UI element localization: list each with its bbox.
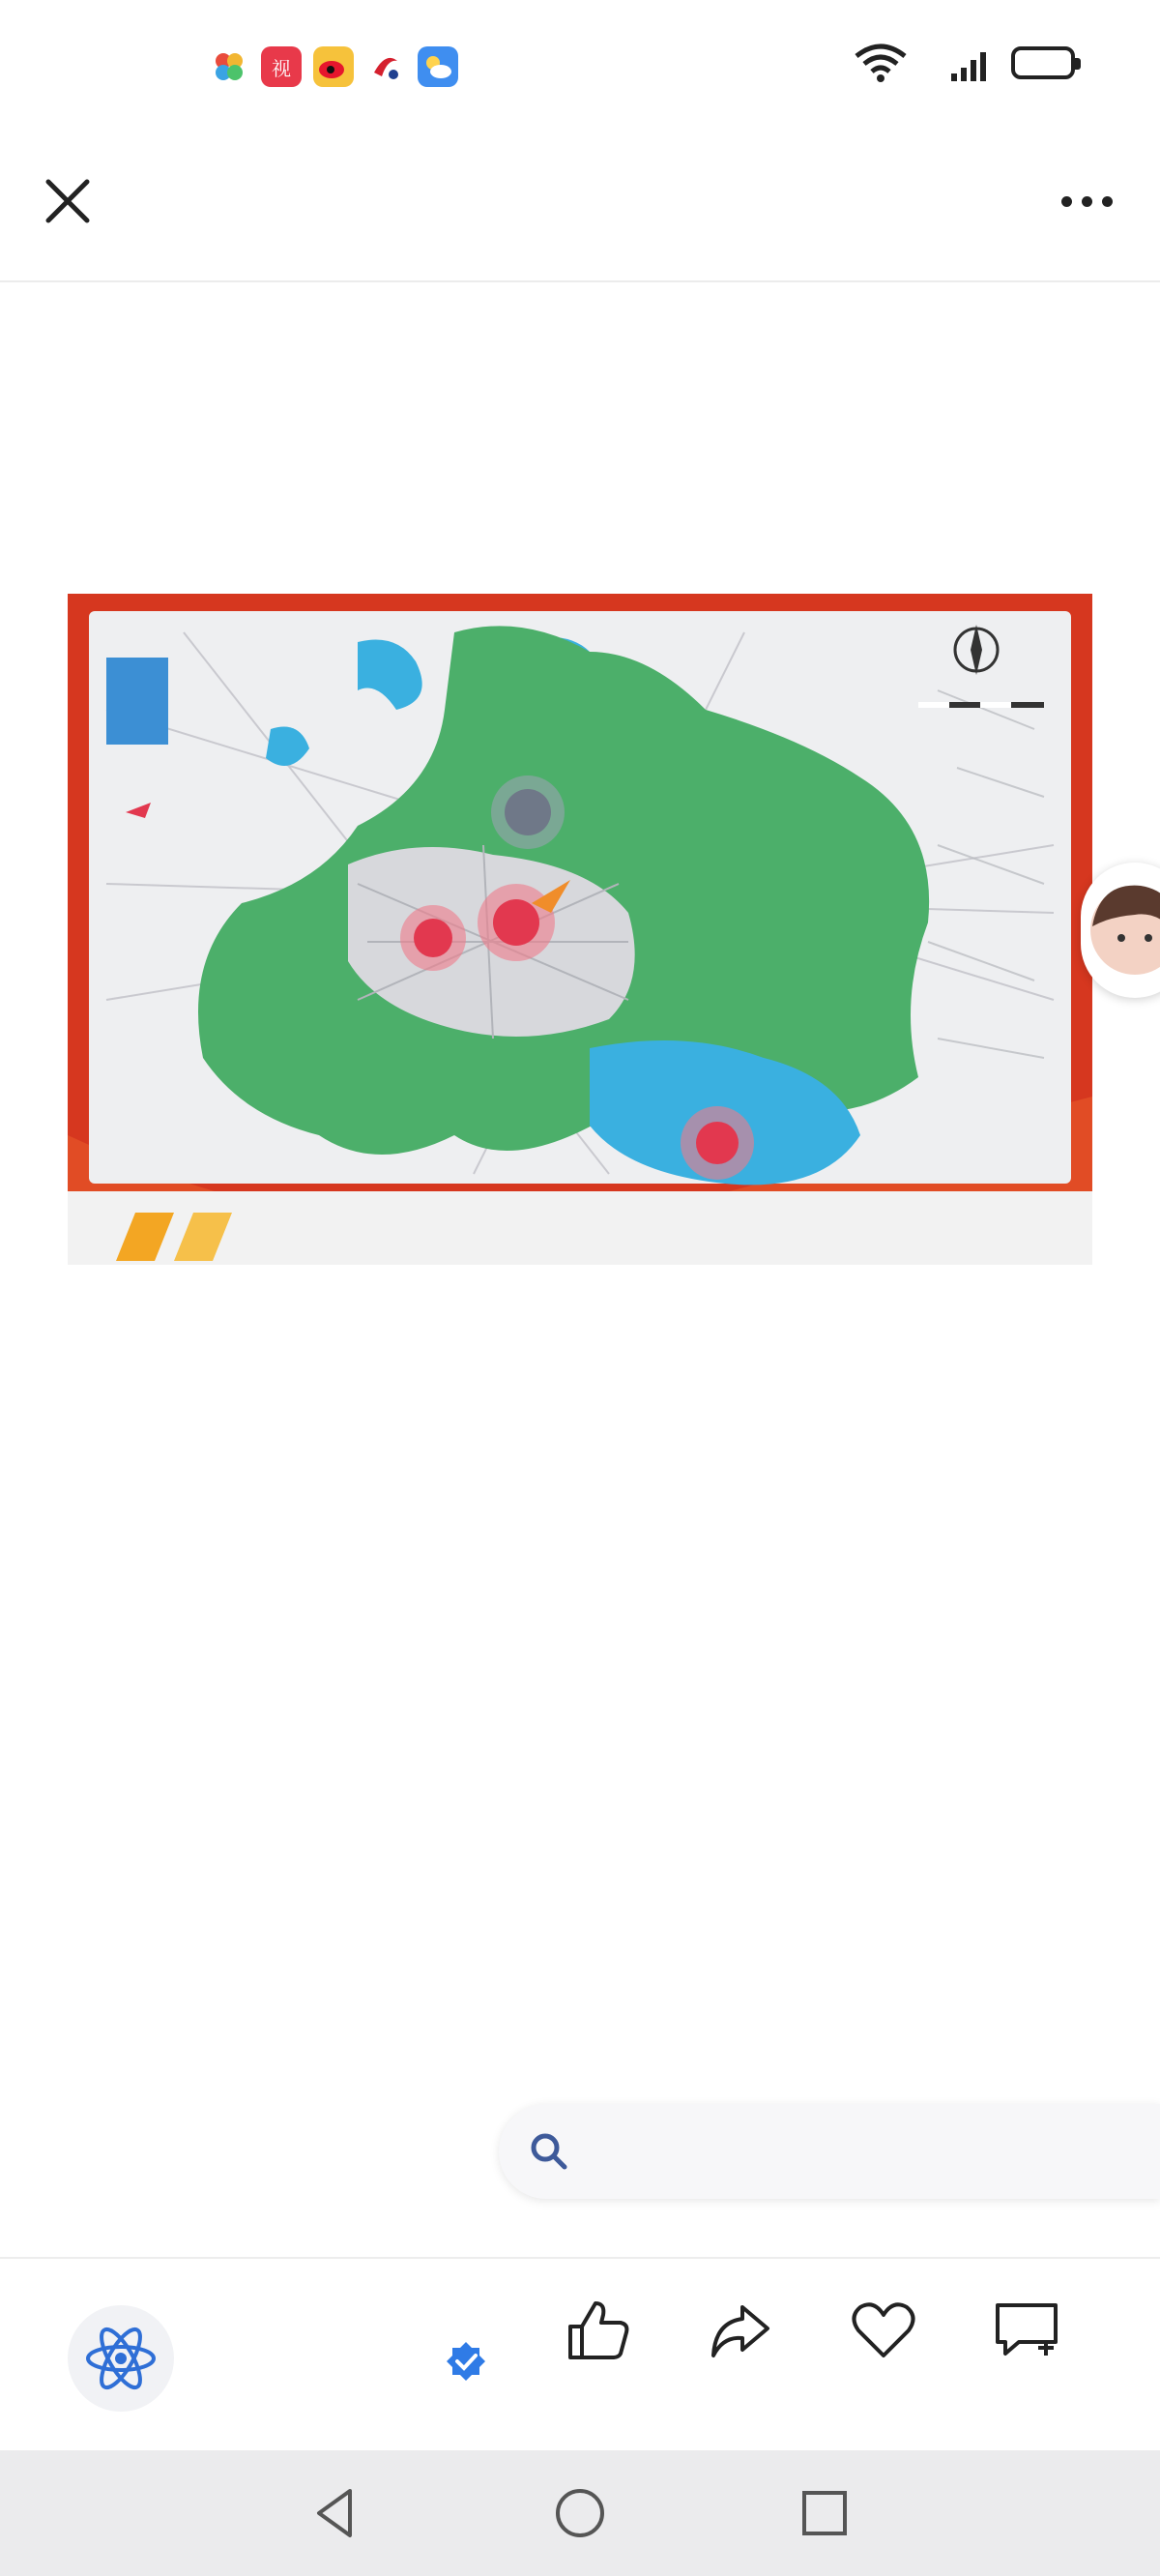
close-icon (39, 172, 97, 230)
weishi-icon: 视 (261, 46, 302, 87)
account-avatar[interactable] (68, 2305, 174, 2412)
recommend-button[interactable] (816, 2294, 951, 2377)
system-navigation-bar (0, 2450, 1160, 2576)
home-icon[interactable] (546, 2479, 614, 2547)
comment-icon (990, 2294, 1063, 2367)
search-suggestion[interactable] (499, 2104, 1160, 2199)
scale-bar (918, 702, 1044, 708)
weibo-icon (313, 46, 354, 87)
article-image[interactable] (68, 594, 1092, 1265)
notification-icons (209, 46, 476, 87)
like-button[interactable] (530, 2294, 665, 2377)
share-icon (704, 2294, 777, 2367)
search-icon (528, 2130, 570, 2173)
more-icon-dot (1082, 196, 1092, 207)
status-bar (0, 0, 1160, 143)
status-right (853, 43, 1092, 83)
more-icon-dot (1102, 196, 1113, 207)
back-icon[interactable] (302, 2479, 369, 2547)
top-navigation (0, 143, 1160, 282)
weather-icon (418, 46, 458, 87)
app-icon-1 (209, 46, 249, 87)
cellular-signal-icon (926, 43, 994, 83)
verified-badge-icon (445, 2340, 487, 2383)
article-content (68, 280, 1092, 2257)
heart-icon (847, 2294, 920, 2367)
recents-icon[interactable] (791, 2479, 858, 2547)
write-comment-button[interactable] (959, 2294, 1094, 2377)
bottom-action-bar (0, 2257, 1160, 2452)
more-icon-dot (1061, 196, 1072, 207)
floating-assistant-avatar[interactable] (1081, 863, 1160, 998)
wifi-icon (853, 43, 909, 83)
thumbs-up-icon (561, 2294, 634, 2367)
share-button[interactable] (673, 2294, 808, 2377)
app-icon-4 (365, 46, 406, 87)
atom-icon (82, 2320, 160, 2397)
more-options-button[interactable] (1048, 182, 1125, 220)
cartoon-avatar-icon (1081, 863, 1160, 998)
close-button[interactable] (39, 172, 97, 230)
concept-plan-map (68, 594, 1092, 1265)
battery-icon (1011, 46, 1075, 79)
